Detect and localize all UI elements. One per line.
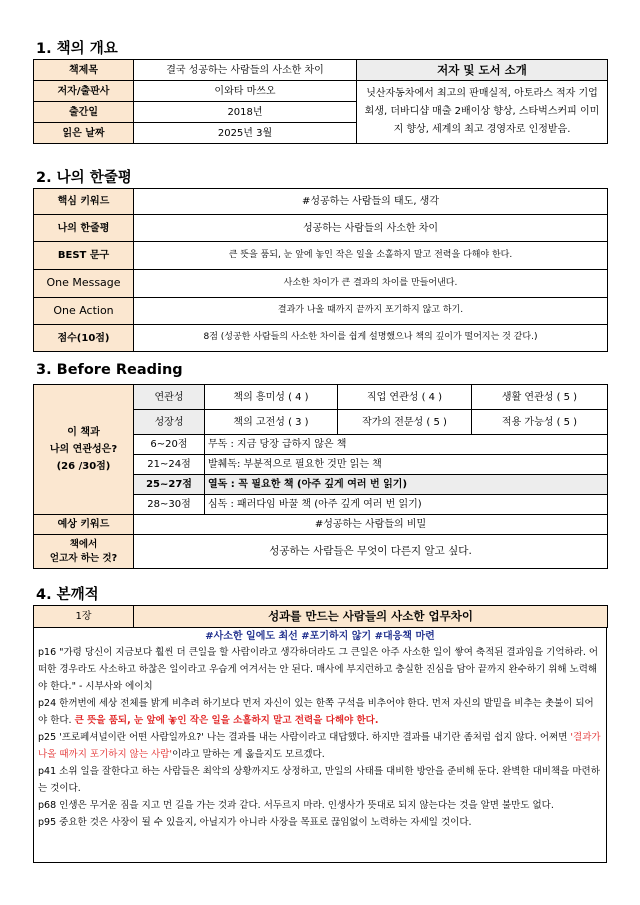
note-p25 [38,729,602,763]
scale-desc-selected: 열독 : 꼭 필요한 책 (아주 깊게 여러 번 읽기) [205,475,608,495]
note-p24-highlight: 큰 뜻을 품되, 눈 앞에 놓인 작은 일을 소홀하지 말고 전력을 다해야 한다. [74,715,379,726]
chapter-header-table [33,605,608,628]
keyword-value: #성공하는 사람들의 태도, 생각 [134,189,608,215]
best-quote-label: BEST 문구 [34,242,134,270]
note-p16: p16 "가령 당신이 지금보다 훨씬 더 큰일을 할 사람이라고 생각하더라도 그 큰일은 아주 사소한 일이 쌓여 축적된 결과임을 기억하라. 어떠한 경우라도 사소하고 하찮은 일이라고 우습게 여겨서는 안 된다. 매사에 부지런하고 충실한 진심을 담아 끝까지 완수하기 위해 노력해야 한다." - 시부사와 에이치 [38,647,599,692]
title-value: 결국 성공하는 사람들의 사소한 차이 [134,60,357,81]
oneline-value: 성공하는 사람들의 사소한 차이 [134,215,608,242]
scale-range: 28~30점 [134,495,205,515]
note-p25-highlight: '결과가 나올 때까지 포기하지 않는 사람' [38,732,601,760]
expertise-score: 작가의 전문성 ( 5 ) [338,410,472,435]
year-label: 출간일 [34,102,134,123]
author-label: 저자/출판사 [34,81,134,102]
relevance-label-line2: 나의 연관성은? [49,444,118,455]
note-p68: p68 인생은 무거운 짐을 지고 먼 길을 가는 것과 같다. 서두르지 마라. 인생사가 뜻대로 되지 않는다는 것을 알면 불만도 없다. [38,800,554,811]
note-p95: p95 중요한 것은 사장이 될 수 있을지, 아닐지가 아니라 사장을 목표로 끊임없이 노력하는 자세일 것이다. [38,817,472,828]
author-value: 이와타 마쓰오 [134,81,357,102]
gain-label [34,535,134,569]
scale-range-selected: 25~27점 [134,475,205,495]
gain-value: 성공하는 사람들은 무엇이 다른지 알고 싶다. [134,535,608,569]
chapter-title: 성과를 만드는 사람들의 사소한 업무차이 [134,606,608,628]
chapter-label: 1장 [34,606,134,628]
title-label: 책제목 [34,60,134,81]
classic-score: 책의 고전성 ( 3 ) [205,410,338,435]
one-action-label: One Action [34,298,134,325]
oneline-label: 나의 한줄평 [34,215,134,242]
one-message-value: 사소한 차이가 큰 결과의 차이를 만들어낸다. [134,270,608,298]
scale-desc: 심독 : 패러다임 바꿀 책 (아주 깊게 여러 번 읽기) [205,495,608,515]
book-overview-table [33,59,608,144]
one-action-value: 결과가 나올 때까지 끝까지 포기하지 않고 하기. [134,298,608,325]
keyword-label: 핵심 키워드 [34,189,134,215]
review-table [33,188,608,352]
scale-range: 21~24점 [134,455,205,475]
note-p41: p41 소위 일을 잘한다고 하는 사람들은 최악의 상황까지도 상정하고, 만일의 사태를 대비한 방안을 준비해 둔다. 완벽한 대비책을 마련하는 것이다. [38,766,600,794]
note-p25-text-end: 이라고 말하는 게 옳을지도 모르겠다. [172,749,325,760]
best-quote-value: 큰 뜻을 품되, 눈 앞에 놓인 작은 일을 소홀하지 말고 전력을 다해야 한다. [134,242,608,270]
growth-category: 성장성 [134,410,205,435]
read-date-value: 2025년 3월 [134,123,357,144]
interest-score: 책의 흥미성 ( 4 ) [205,385,338,410]
before-reading-table [33,384,608,569]
score-label: 점수(10점) [34,325,134,352]
score-value: 8점 (성공한 사람들의 사소한 차이를 쉽게 설명했으나 책의 깊이가 떨어지는 것 같다.) [134,325,608,352]
one-message-label: One Message [34,270,134,298]
job-score: 직업 연관성 ( 4 ) [338,385,472,410]
profile-text: 닛산자동차에서 최고의 판매실적, 아토라스 적자 기업 회생, 더바디샵 매출 2배이상 향상, 스타벅스커피 이미지 향상, 세계의 최고 경영자로 인정받음. [357,81,608,144]
section-3-heading: 3. Before Reading [36,362,183,378]
read-date-label: 읽은 날짜 [34,123,134,144]
scale-range: 6~20점 [134,435,205,455]
profile-label: 저자 및 도서 소개 [357,60,608,81]
gain-label-line1: 책에서 [69,538,98,550]
relevance-label-line3: (26 /30점) [56,461,111,472]
scale-desc: 발췌독: 부분적으로 필요한 것만 읽는 책 [205,455,608,475]
scale-desc: 무독 : 지금 당장 급하지 않은 책 [205,435,608,455]
note-p25-text: p25 '프로페셔널이란 어떤 사람일까요?' 나는 결과를 내는 사람이라고 대답했다. 하지만 결과를 내기란 좀처럼 쉽지 않다. 어쩌면 [38,732,571,743]
note-p24-text: p24 한꺼번에 세상 전체를 밝게 비추려 하기보다 먼저 자신이 있는 한쪽 구석을 비추어야 한다. 먼저 자신의 발밑을 비추는 촛불이 되어야 한다. [38,698,594,726]
life-score: 생활 연관성 ( 5 ) [472,385,608,410]
chapter-notes [33,627,607,863]
relevance-label [34,385,134,515]
expect-value: #성공하는 사람들의 비밀 [134,515,608,535]
gain-label-line2: 얻고자 하는 것? [49,552,118,564]
applicability-score: 적용 가능성 ( 5 ) [472,410,608,435]
note-p24 [38,695,602,729]
relevance-category: 연관성 [134,385,205,410]
chapter-tags: #사소한 일에도 최선 #포기하지 않기 #대응책 마련 [205,631,435,642]
relevance-label-line1: 이 책과 [67,427,100,438]
section-1-heading: 1. 책의 개요 [36,41,118,57]
expect-label: 예상 키워드 [34,515,134,535]
section-2-heading: 2. 나의 한줄평 [36,170,132,186]
section-4-heading: 4. 본깨적 [36,587,99,603]
year-value: 2018년 [134,102,357,123]
